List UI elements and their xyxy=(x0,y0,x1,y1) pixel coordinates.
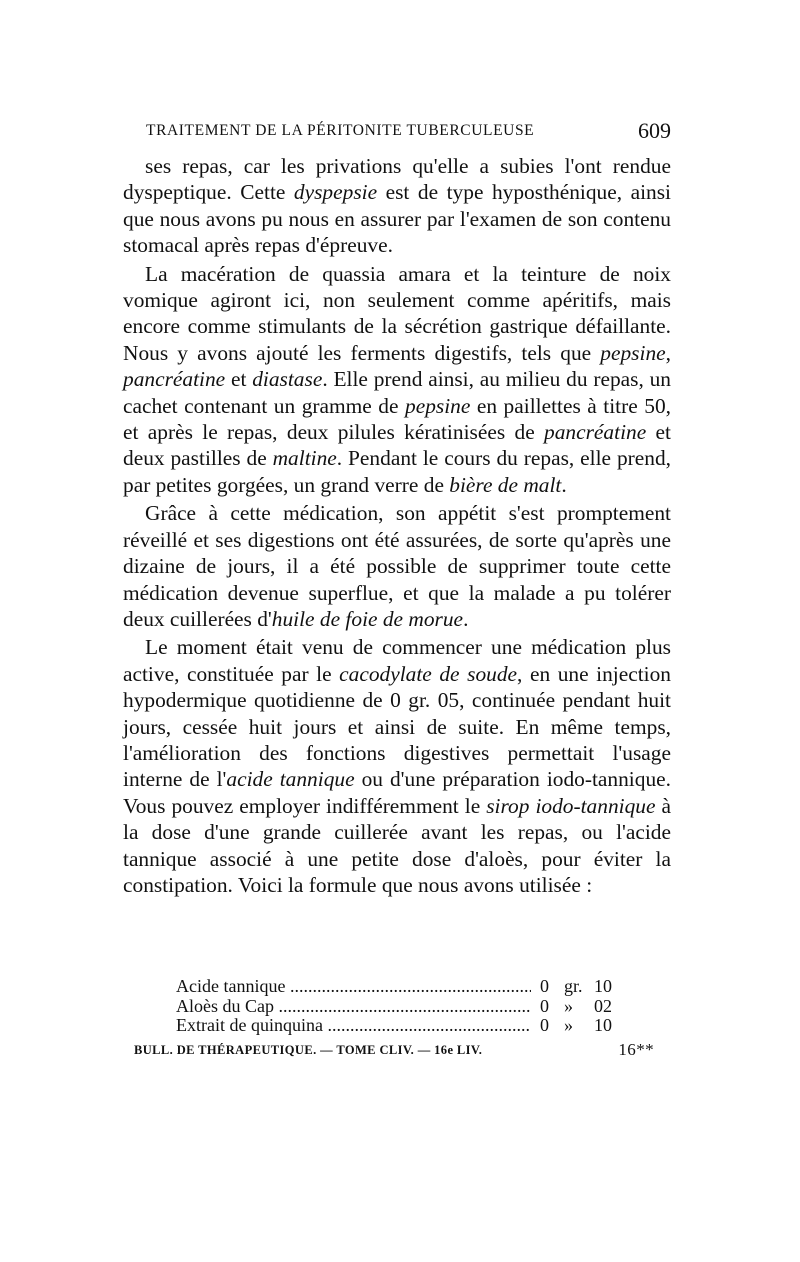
quantity-units: 0 xyxy=(540,976,549,996)
quantity-units: 0 xyxy=(540,995,549,1016)
body-text xyxy=(123,153,671,898)
text-run: à la dose d'une grande cuillerée avant les repas, ou l'acide tannique associé à une petite dose d'aloès, pour éviter la constipation. Voici la formule que nous avons utilisée : xyxy=(123,793,671,897)
italic-term: sirop iodo-tannique xyxy=(486,793,656,818)
text-run: . xyxy=(463,606,469,631)
text-run: , en une injection hypodermique quotidienne de 0 gr. 05, continuée pendant huit jours, cessée huit jours et ainsi de suite. En même temps, l'amélioration des fonctions digestives permettait l'usage interne de l' xyxy=(123,661,671,792)
formula-row xyxy=(176,1016,616,1036)
italic-term: pancréatine xyxy=(123,367,226,392)
quantity-unit-label: gr. xyxy=(564,976,583,996)
formula-row xyxy=(176,977,616,997)
italic-term: pancréatine xyxy=(544,420,647,445)
quantity-decimal: 02 xyxy=(594,995,612,1016)
text-run: ou d'une préparation iodo-tannique. Vous pouvez employer indifféremment le xyxy=(123,767,671,818)
paragraph xyxy=(123,634,671,898)
italic-term: pepsine xyxy=(405,393,471,418)
italic-term: acide tannique xyxy=(226,767,355,792)
quantity-unit-label: » xyxy=(564,1015,573,1036)
running-title: TRAITEMENT DE LA PÉRITONITE TUBERCULEUSE xyxy=(146,122,535,139)
text-run: . Elle prend ainsi, au milieu du repas, un cachet contenant un gramme de xyxy=(123,367,671,418)
running-header xyxy=(123,118,671,148)
italic-term: diastase xyxy=(252,367,323,392)
ingredient-name: Aloès du Cap ..... xyxy=(176,997,531,1017)
text-run: et xyxy=(225,367,253,392)
quantity-decimal: 10 xyxy=(594,1015,612,1036)
text-run: La macération de quassia amara et la teinture de noix vomique agiront ici, non seulement comme apéritifs, mais encore comme stimulants de la sécrétion gastrique défaillante. Nous y avons ajouté les ferments digestifs, tels que xyxy=(123,261,671,365)
footer-publication: BULL. DE THÉRAPEUTIQUE. — TOME CLIV. — 16e LIV. xyxy=(134,1043,483,1057)
text-run: Grâce à cette médication, son appétit s'est promptement réveillé et ses digestions ont été assurées, de sorte qu'après une dizaine de jours, il a été possible de supprimer toute cette médication devenue superflue, et que la malade a pu tolérer deux cuillerées d' xyxy=(123,501,671,631)
italic-term: bière de malt xyxy=(449,472,562,497)
text-run: et deux pastilles de xyxy=(123,420,671,471)
italic-term: dyspepsie xyxy=(293,180,378,205)
formula-row xyxy=(176,997,616,1017)
ingredient-name: Acide tannique ..... xyxy=(176,977,531,997)
text-run: Le moment était venu de commencer une médication plus active, constituée par le xyxy=(123,635,671,686)
text-run: ses repas, car les privations qu'elle a subies l'ont rendue dyspeptique. Cette xyxy=(123,154,671,205)
italic-term: huile de foie de morue xyxy=(271,606,464,631)
italic-term: cacodylate de soude xyxy=(339,661,518,686)
ingredient-name: Extrait de quinquina ..... xyxy=(176,1016,531,1036)
paragraph xyxy=(123,261,671,499)
formula-table xyxy=(176,977,616,1036)
signature-mark: 16** xyxy=(618,1040,654,1059)
text-run: est de type hyposthénique, ainsi que nous avons pu nous en assurer par l'examen de son contenu stomacal après repas d'épreuve. xyxy=(123,180,672,258)
text-run: . xyxy=(561,472,567,497)
text-run: en paillettes à titre 50, et après le repas, deux pilules kératinisées de xyxy=(123,393,671,445)
text-run: , xyxy=(665,340,671,365)
quantity-decimal: 10 xyxy=(594,976,612,996)
quantity-unit-label: » xyxy=(564,995,573,1016)
page-number: 609 xyxy=(638,118,671,143)
page-footer xyxy=(134,1040,654,1059)
paragraph xyxy=(123,500,671,632)
paragraph xyxy=(123,153,671,259)
text-run: . Pendant le cours du repas, elle prend, par petites gorgées, un grand verre de xyxy=(123,446,671,497)
italic-term: pepsine xyxy=(600,340,666,365)
quantity-units: 0 xyxy=(540,1015,549,1036)
italic-term: maltine xyxy=(272,446,337,471)
